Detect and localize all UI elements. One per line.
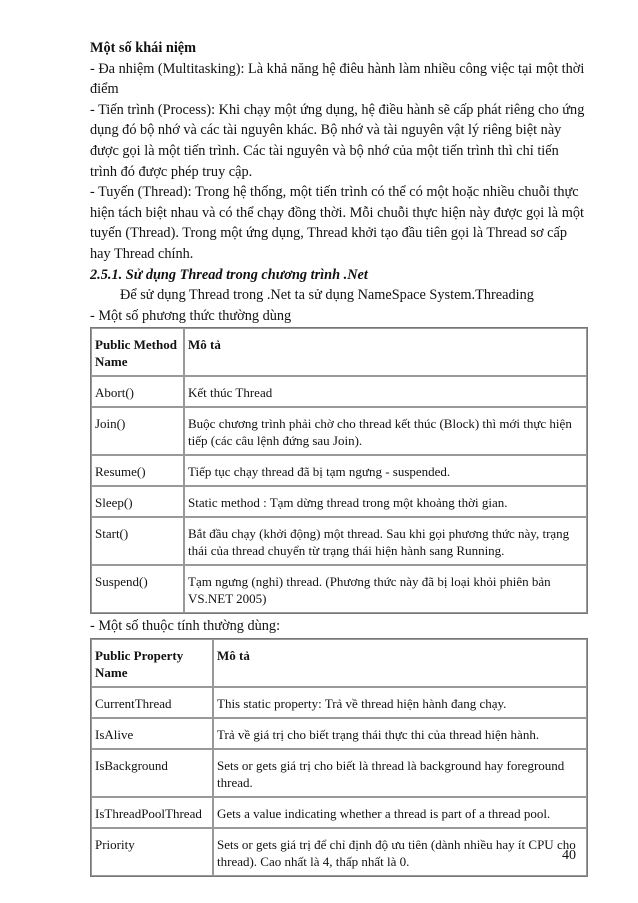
header-cell: Mô tả (184, 328, 587, 376)
page-number: 40 (562, 848, 576, 863)
paragraph-thread (90, 182, 588, 264)
methods-table (90, 327, 588, 614)
property-desc: Sets or gets giá trị để chỉ định độ ưu tiên (dành nhiều hay ít CPU cho thread). Cao nhất là 4, thấp nhất là 0. (213, 828, 587, 876)
table-header-row (91, 328, 587, 376)
header-cell: Mô tả (213, 639, 587, 687)
text-line: điểm (90, 81, 119, 98)
method-name: Resume() (91, 455, 184, 486)
table-row (91, 797, 587, 828)
table-header-row (91, 639, 587, 687)
method-name: Sleep() (91, 486, 184, 517)
text-line: hiện tách biệt nhau và có thể chạy đồng thời. Mỗi chuỗi thực hiện này được gọi là một (90, 204, 584, 221)
table-row (91, 407, 587, 455)
property-desc: Gets a value indicating whether a thread is part of a thread pool. (213, 797, 587, 828)
section-title: 2.5.1. Sử dụng Thread trong chương trình .Net (90, 266, 368, 283)
text-line: - Đa nhiệm (Multitasking): Là khả năng hệ điêu hành làm nhiều công việc tại một thời (90, 60, 585, 77)
method-desc: Static method : Tạm dừng thread trong một khoảng thời gian. (184, 486, 587, 517)
text-line: trình đó được phép truy cập. (90, 163, 253, 180)
heading: Một số khái niệm (90, 40, 197, 56)
table-row (91, 517, 587, 565)
header-cell: Public Property Name (91, 639, 213, 687)
property-name: IsThreadPoolThread (91, 797, 213, 828)
table-row (91, 565, 587, 613)
table-row (91, 749, 587, 797)
method-desc: Kết thúc Thread (184, 376, 587, 407)
paragraph-multitasking (90, 59, 588, 100)
property-name: IsBackground (91, 749, 213, 797)
methods-intro: - Một số phương thức thường dùng (90, 307, 292, 324)
paragraph-process (90, 100, 588, 182)
method-name: Join() (91, 407, 184, 455)
section-intro: Để sử dụng Thread trong .Net ta sử dụng NameSpace System.Threading (120, 287, 534, 304)
method-name: Suspend() (91, 565, 184, 613)
table-row (91, 828, 587, 876)
document-page (90, 38, 588, 879)
table-row (91, 455, 587, 486)
table-row (91, 718, 587, 749)
props-intro: - Một số thuộc tính thường dùng: (90, 618, 281, 635)
property-name: CurrentThread (91, 687, 213, 718)
property-desc: This static property: Trả về thread hiện hành đang chạy. (213, 687, 587, 718)
text-line: dụng đó bộ nhớ và các tài nguyên khác. Bộ nhớ và tài nguyên vật lý riêng biệt này (90, 122, 562, 139)
method-desc: Tiếp tục chạy thread đã bị tạm ngưng - suspended. (184, 455, 587, 486)
method-name: Start() (91, 517, 184, 565)
text-line: được gọi là một tiến trình. Các tài nguyên và bộ nhớ của một tiến trình thì chỉ tiến (90, 142, 559, 159)
table-row (91, 486, 587, 517)
header-cell: Public Method Name (91, 328, 184, 376)
table-row (91, 687, 587, 718)
method-desc: Tạm ngưng (nghỉ) thread. (Phương thức này đã bị loại khỏi phiên bản VS.NET 2005) (184, 565, 587, 613)
text-line: hay Thread chính. (90, 245, 194, 262)
property-name: IsAlive (91, 718, 213, 749)
method-desc: Bắt đầu chạy (khởi động) một thread. Sau khi gọi phương thức này, trạng thái của thread chuyển từ trạng thái hiện hành sang Running. (184, 517, 587, 565)
property-name: Priority (91, 828, 213, 876)
text-line: - Tuyến (Thread): Trong hệ thống, một tiến trình có thể có một hoặc nhiều chuỗi thực (90, 184, 579, 201)
table-row (91, 376, 587, 407)
text-line: tuyến (Thread). Trong một ứng dụng, Thread khởi tạo đầu tiên gọi là Thread sơ cấp (90, 225, 567, 242)
method-desc: Buộc chương trình phải chờ cho thread kết thúc (Block) thì mới thực hiện tiếp (các câu lệnh đứng sau Join). (184, 407, 587, 455)
properties-table (90, 638, 588, 877)
text-line: - Tiến trình (Process): Khi chạy một ứng dụng, hệ điều hành sẽ cấp phát riêng cho ứng (90, 101, 585, 118)
method-name: Abort() (91, 376, 184, 407)
property-desc: Sets or gets giá trị cho biết là thread là background hay foreground thread. (213, 749, 587, 797)
property-desc: Trả về giá trị cho biết trạng thái thực thi của thread hiện hành. (213, 718, 587, 749)
